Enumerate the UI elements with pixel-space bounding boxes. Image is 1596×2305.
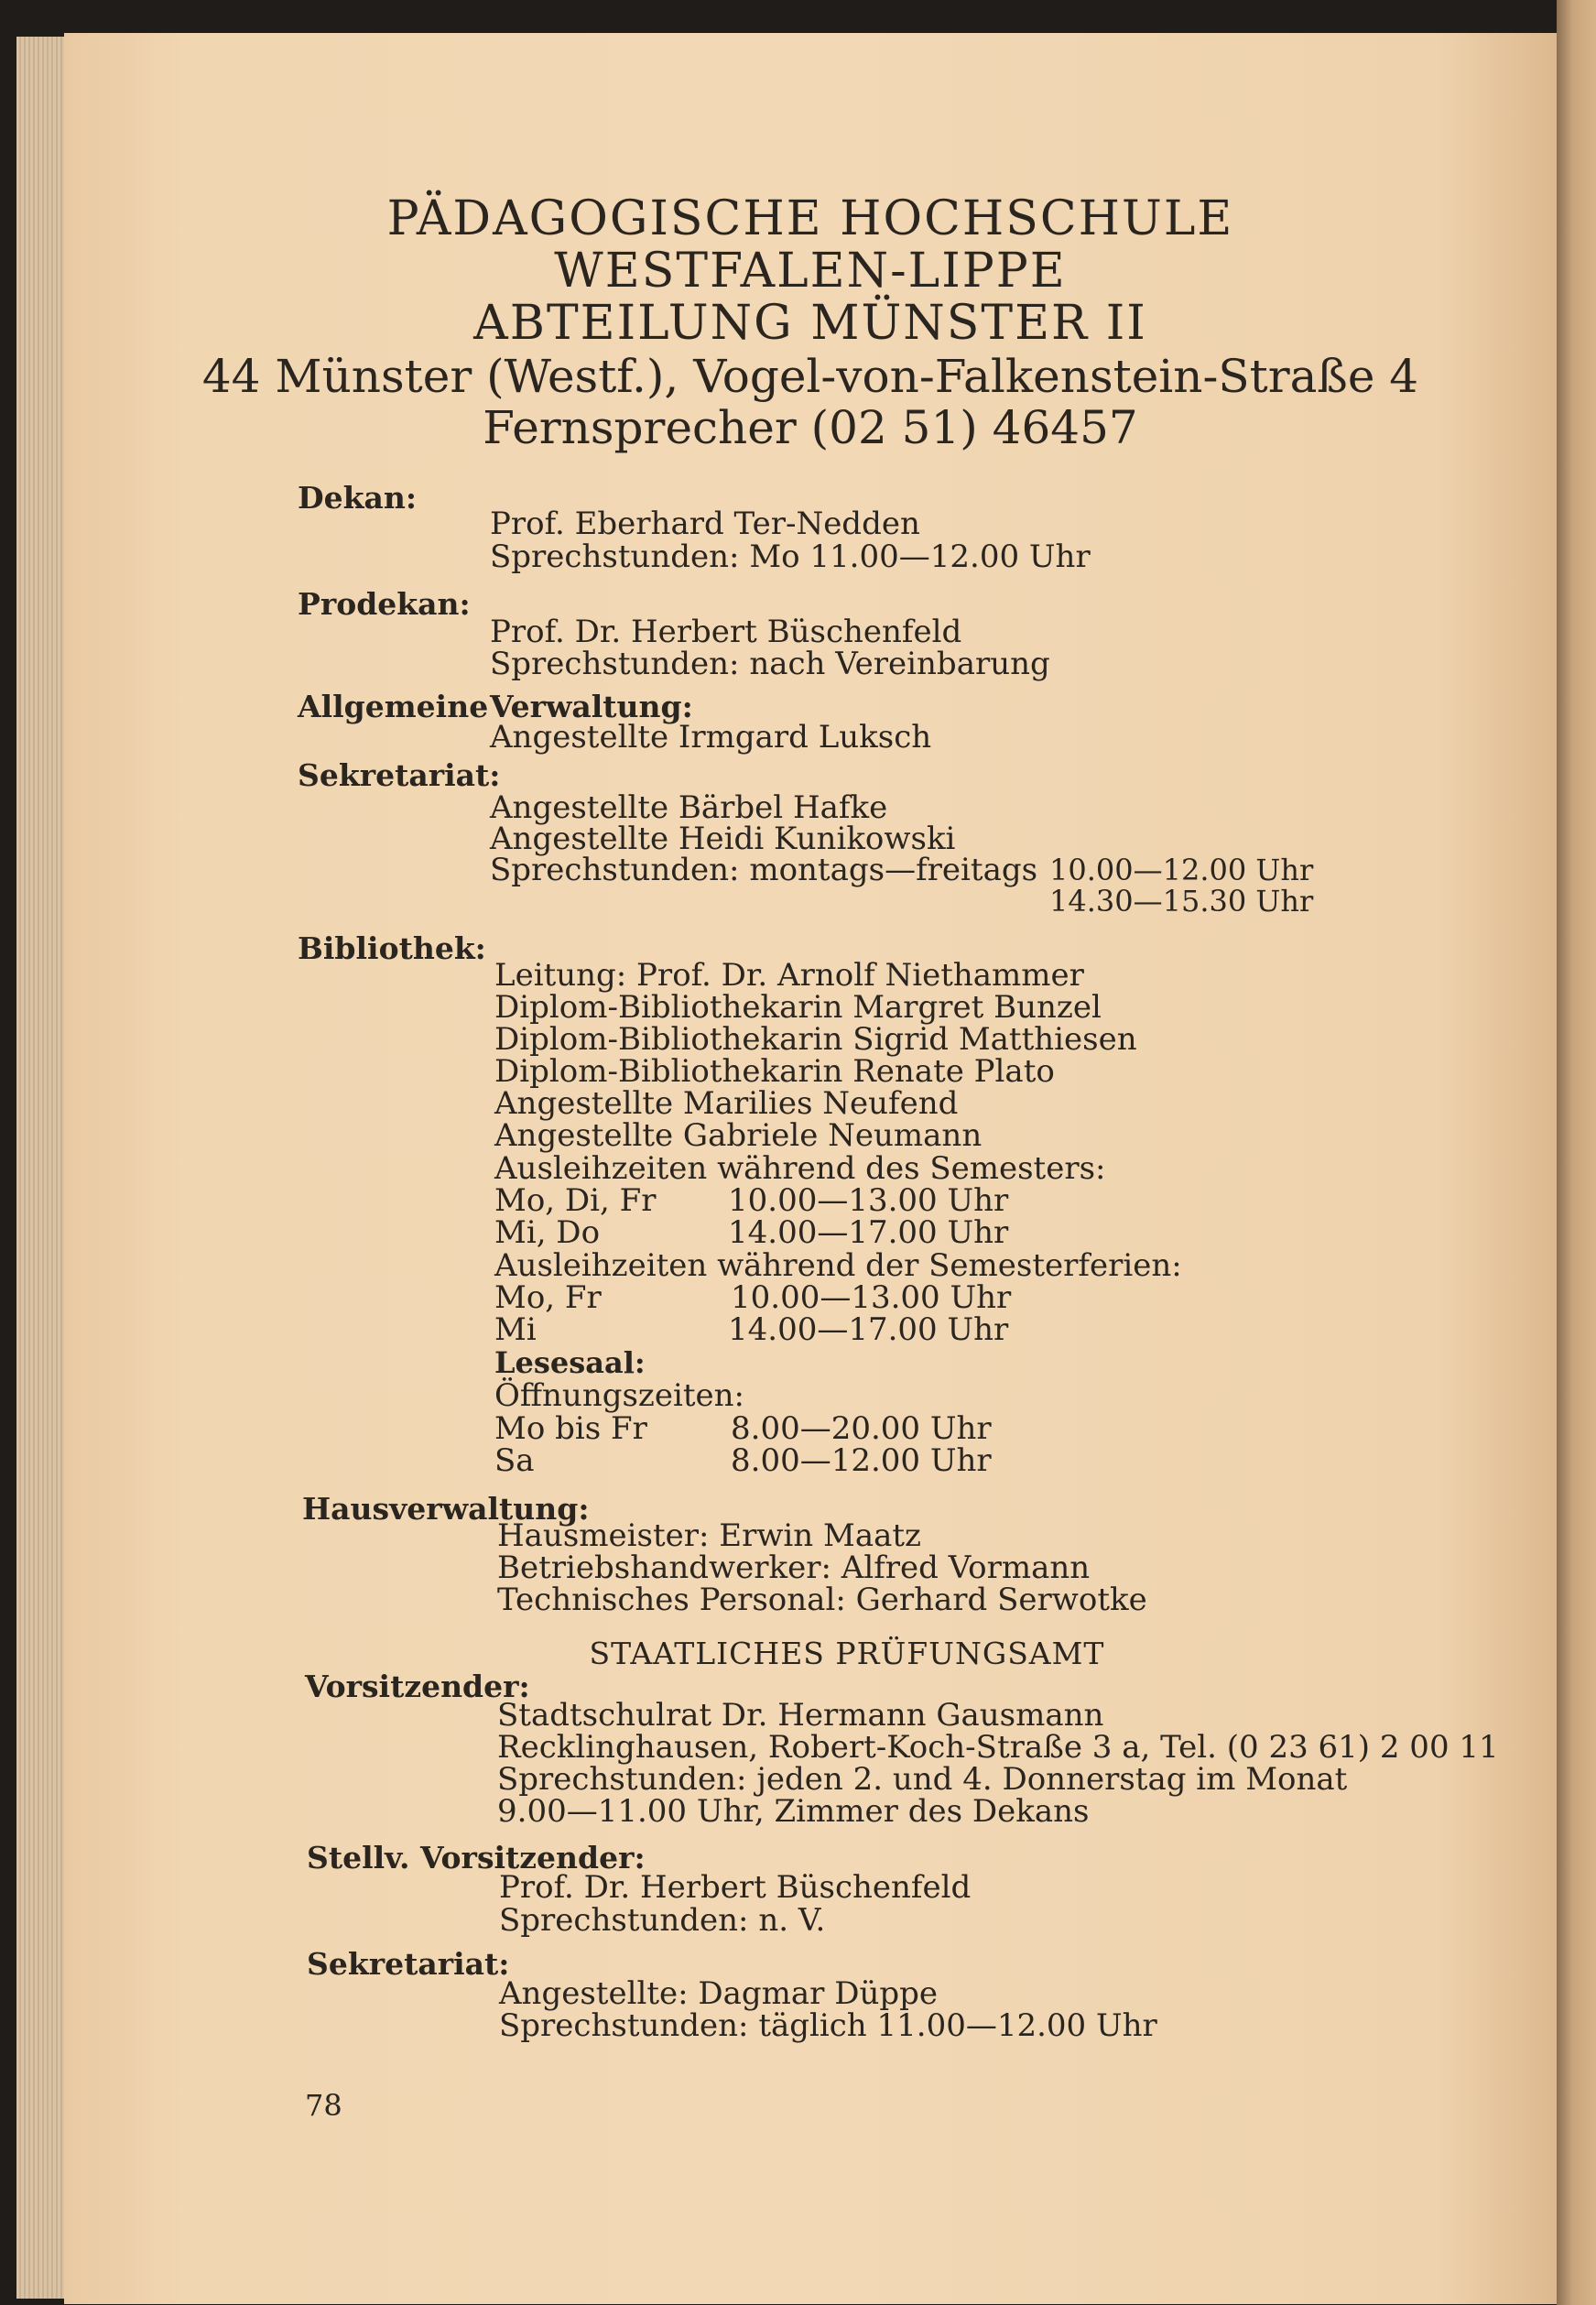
- vorsitz-line-4: 9.00—11.00 Uhr, Zimmer des Dekans: [497, 1793, 1090, 1830]
- ferien-days: Mo, Fr: [494, 1279, 602, 1316]
- phone: Fernsprecher (02 51) 46457: [483, 401, 1138, 454]
- semester-time: 10.00—13.00 Uhr: [728, 1182, 1009, 1219]
- sekretariat-hours-2: 14.30—15.30 Uhr: [1049, 884, 1314, 919]
- sekr-line-2: Sprechstunden: täglich 11.00—12.00 Uhr: [499, 2007, 1157, 2044]
- semester-days: Mi, Do: [494, 1214, 601, 1251]
- dekan-hours: Sprechstunden: Mo 11.00—12.00 Uhr: [490, 538, 1091, 575]
- verwaltung-label-b: Verwaltung:: [490, 689, 693, 724]
- semester-heading: Ausleihzeiten während des Semesters:: [494, 1150, 1106, 1187]
- next-page-edge: [1557, 0, 1596, 2305]
- bibliothek-staff-5: Angestellte Marilies Neufend: [494, 1085, 959, 1122]
- stellv-label: Stellv. Vorsitzender:: [307, 1840, 646, 1876]
- page-number: 78: [305, 2088, 342, 2123]
- stellv-line-2: Sprechstunden: n. V.: [499, 1902, 826, 1939]
- hausverwaltung-staff-1: Hausmeister: Erwin Maatz: [497, 1517, 921, 1554]
- vorsitz-line-1: Stadtschulrat Dr. Hermann Gausmann: [497, 1697, 1104, 1734]
- lesesaal-row: [494, 1442, 992, 1479]
- stellv-line-1: Prof. Dr. Herbert Büschenfeld: [499, 1869, 972, 1906]
- sekretariat-hours-label: Sprechstunden: montags—freitags: [490, 852, 1038, 888]
- hausverwaltung-label: Hausverwaltung:: [302, 1491, 590, 1527]
- verwaltung-name: Angestellte Irmgard Luksch: [490, 719, 932, 756]
- prodekan-name: Prof. Dr. Herbert Büschenfeld: [490, 614, 962, 650]
- institution-title: PÄDAGOGISCHE HOCHSCHULE: [386, 191, 1234, 246]
- lesesaal-days: Sa: [494, 1442, 535, 1479]
- lesesaal-row: [494, 1410, 992, 1447]
- lesesaal-label: Lesesaal:: [494, 1345, 646, 1380]
- bibliothek-staff-6: Angestellte Gabriele Neumann: [494, 1117, 983, 1154]
- bibliothek-staff-2: Diplom-Bibliothekarin Margret Bunzel: [494, 989, 1102, 1026]
- dekan-label: Dekan:: [298, 480, 418, 516]
- bibliothek-staff-3: Diplom-Bibliothekarin Sigrid Matthiesen: [494, 1021, 1137, 1058]
- institution-department: ABTEILUNG MÜNSTER II: [473, 296, 1147, 351]
- sekr-label: Sekretariat:: [307, 1946, 510, 1982]
- lesesaal-days: Mo bis Fr: [494, 1410, 647, 1447]
- sekretariat-label: Sekretariat:: [298, 757, 501, 793]
- vorsitz-line-2: Recklinghausen, Robert-Koch-Straße 3 a, Tel. (0 23 61) 2 00 11: [497, 1729, 1499, 1766]
- pruefungsamt-title: STAATLICHES PRÜFUNGSAMT: [589, 1636, 1105, 1671]
- semester-days: Mo, Di, Fr: [494, 1182, 657, 1219]
- vorsitz-line-3: Sprechstunden: jeden 2. und 4. Donnerstag im Monat: [497, 1761, 1348, 1798]
- hausverwaltung-staff-2: Betriebshandwerker: Alfred Vormann: [497, 1549, 1091, 1586]
- ferien-row: [494, 1279, 1012, 1316]
- prodekan-label: Prodekan:: [298, 586, 471, 622]
- ferien-time: 14.00—17.00 Uhr: [728, 1311, 1009, 1348]
- bibliothek-staff-4: Diplom-Bibliothekarin Renate Plato: [494, 1053, 1055, 1090]
- sekretariat-staff-2: Angestellte Heidi Kunikowski: [490, 821, 956, 857]
- sekr-line-1: Angestellte: Dagmar Düppe: [499, 1975, 939, 2012]
- prodekan-hours: Sprechstunden: nach Vereinbarung: [490, 646, 1050, 682]
- ferien-days: Mi: [494, 1311, 537, 1348]
- vorsitz-label: Vorsitzender:: [305, 1669, 530, 1704]
- ferien-time: 10.00—13.00 Uhr: [731, 1279, 1012, 1316]
- sekretariat-hours-1: 10.00—12.00 Uhr: [1049, 853, 1314, 887]
- semester-row: [494, 1182, 1009, 1219]
- verwaltung-label-a: Allgemeine: [298, 689, 489, 724]
- oeffnung-label: Öffnungszeiten:: [494, 1377, 744, 1414]
- hausverwaltung-staff-3: Technisches Personal: Gerhard Serwotke: [497, 1582, 1147, 1618]
- bibliothek-staff-1: Leitung: Prof. Dr. Arnolf Niethammer: [494, 957, 1084, 994]
- ferien-row: [494, 1311, 1009, 1348]
- institution-region: WESTFALEN-LIPPE: [554, 244, 1067, 299]
- lesesaal-time: 8.00—12.00 Uhr: [731, 1442, 992, 1479]
- lesesaal-time: 8.00—20.00 Uhr: [731, 1410, 992, 1447]
- sekretariat-staff-1: Angestellte Bärbel Hafke: [490, 789, 888, 826]
- address: 44 Münster (Westf.), Vogel-von-Falkenstein-Straße 4: [201, 350, 1419, 403]
- dekan-name: Prof. Eberhard Ter-Nedden: [490, 506, 920, 542]
- semester-row: [494, 1214, 1009, 1251]
- semester-time: 14.00—17.00 Uhr: [728, 1214, 1009, 1251]
- bibliothek-label: Bibliothek:: [298, 930, 486, 966]
- ferien-heading: Ausleihzeiten während der Semesterferien:: [494, 1247, 1182, 1284]
